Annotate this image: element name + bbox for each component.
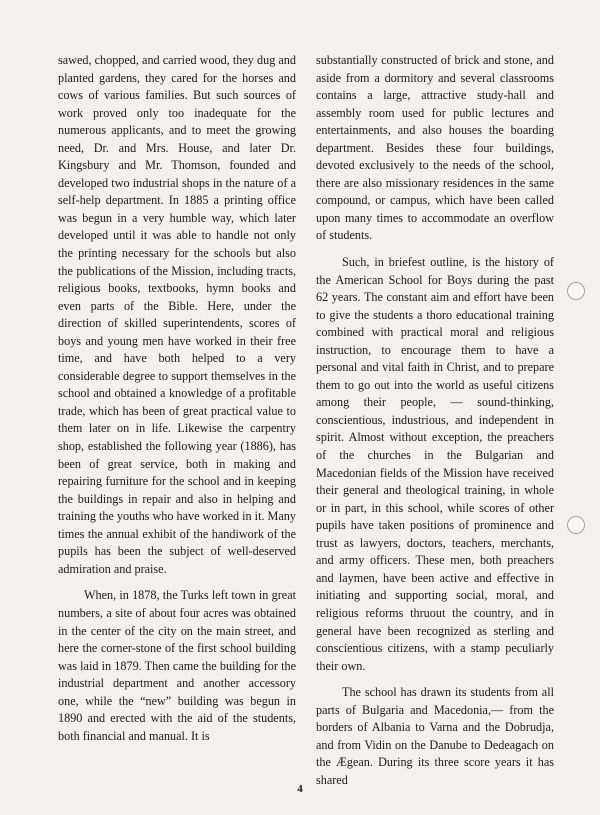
left-paragraph-2: When, in 1878, the Turks left town in great numbers, a site of about four acres was obtained in the center of the city on the main street, and here the corner-stone of the first school building was laid in 1879. Then came the building for the industrial department and another accessory one, while the “new” building was begun in 1890 and erected with the aid of the students, both financial and manual. It is xyxy=(58,588,296,743)
page-number: 4 xyxy=(297,783,303,795)
right-text-column xyxy=(316,52,554,789)
right-paragraph-1: substantially constructed of brick and stone, and aside from a dormitory and several classrooms contains a large, attractive study-hall and assembly room used for public lectures and entertainments, and also houses the boarding department. Besides these four buildings, devoted exclusively to the needs of the school, there are also missionary residences in the same compound, or campus, which have been called upon many times to accommodate an overflow of students. xyxy=(316,53,554,243)
right-paragraph-3: The school has drawn its students from all parts of Bulgaria and Macedonia,— from the borders of Albania to Varna and the Dobrudja, and from Vidin on the Danube to Dedeagach on the Ægean. During its three score years it has shared xyxy=(316,685,554,787)
left-text-column xyxy=(58,52,296,745)
right-paragraph-2: Such, in briefest outline, is the history of the American School for Boys during the past 62 years. The constant aim and effort have been to give the students a thoro educational training combined with practical moral and religious instruction, to encourage them to have a personal and vital faith in Christ, and to prepare them to go out into the world as useful citizens among their people, — sound-thinking, conscientious, industrious, and independent in spirit. Almost without exception, the preachers of the churches in the Bulgarian and Macedonian fields of the Mission have received their general and theological training, in whole or in part, in this school, while scores of other pupils have taken positions of prominence and trust as lawyers, doctors, teachers, merchants, and army officers. These men, both preachers and laymen, have been active and effective in initiating and supporting social, moral, and religious reforms thruout the country, and in general have been recognized as sterling and conscientious citizens, with a stamp peculiarly their own. xyxy=(316,255,554,673)
left-paragraph-1: sawed, chopped, and carried wood, they dug and planted gardens, they cared for the horses and cows of various families. But such sources of work proved only too inadequate for the numerous applicants, and to meet the growing need, Dr. and Mrs. House, and later Dr. Kingsbury and Mr. Thomson, founded and developed two industrial shops in the nature of a self-help department. In 1885 a printing office was begun in a very humble way, which later developed until it was able to handle not only the printing necessary for the schools but also the publications of the Mission, including tracts, religious books, textbooks, hymn books and even parts of the Bible. Here, under the direction of skilled superintendents, scores of boys and young men have worked in their free time, and have both helped to a very considerable degree to support themselves in the school and obtained a knowledge of a profitable trade, which has been of great practical value to them later on in life. Likewise the carpentry shop, established the following year (1886), has been of great service, both in making and repairing furniture for the school and in keeping the buildings in repair and also in helping and training the youths who have worked in it. Many times the annual exhibit of the handiwork of the pupils has been the subject of well-deserved admiration and praise. xyxy=(58,53,296,576)
punch-hole-icon xyxy=(567,282,585,300)
punch-hole-icon xyxy=(567,516,585,534)
